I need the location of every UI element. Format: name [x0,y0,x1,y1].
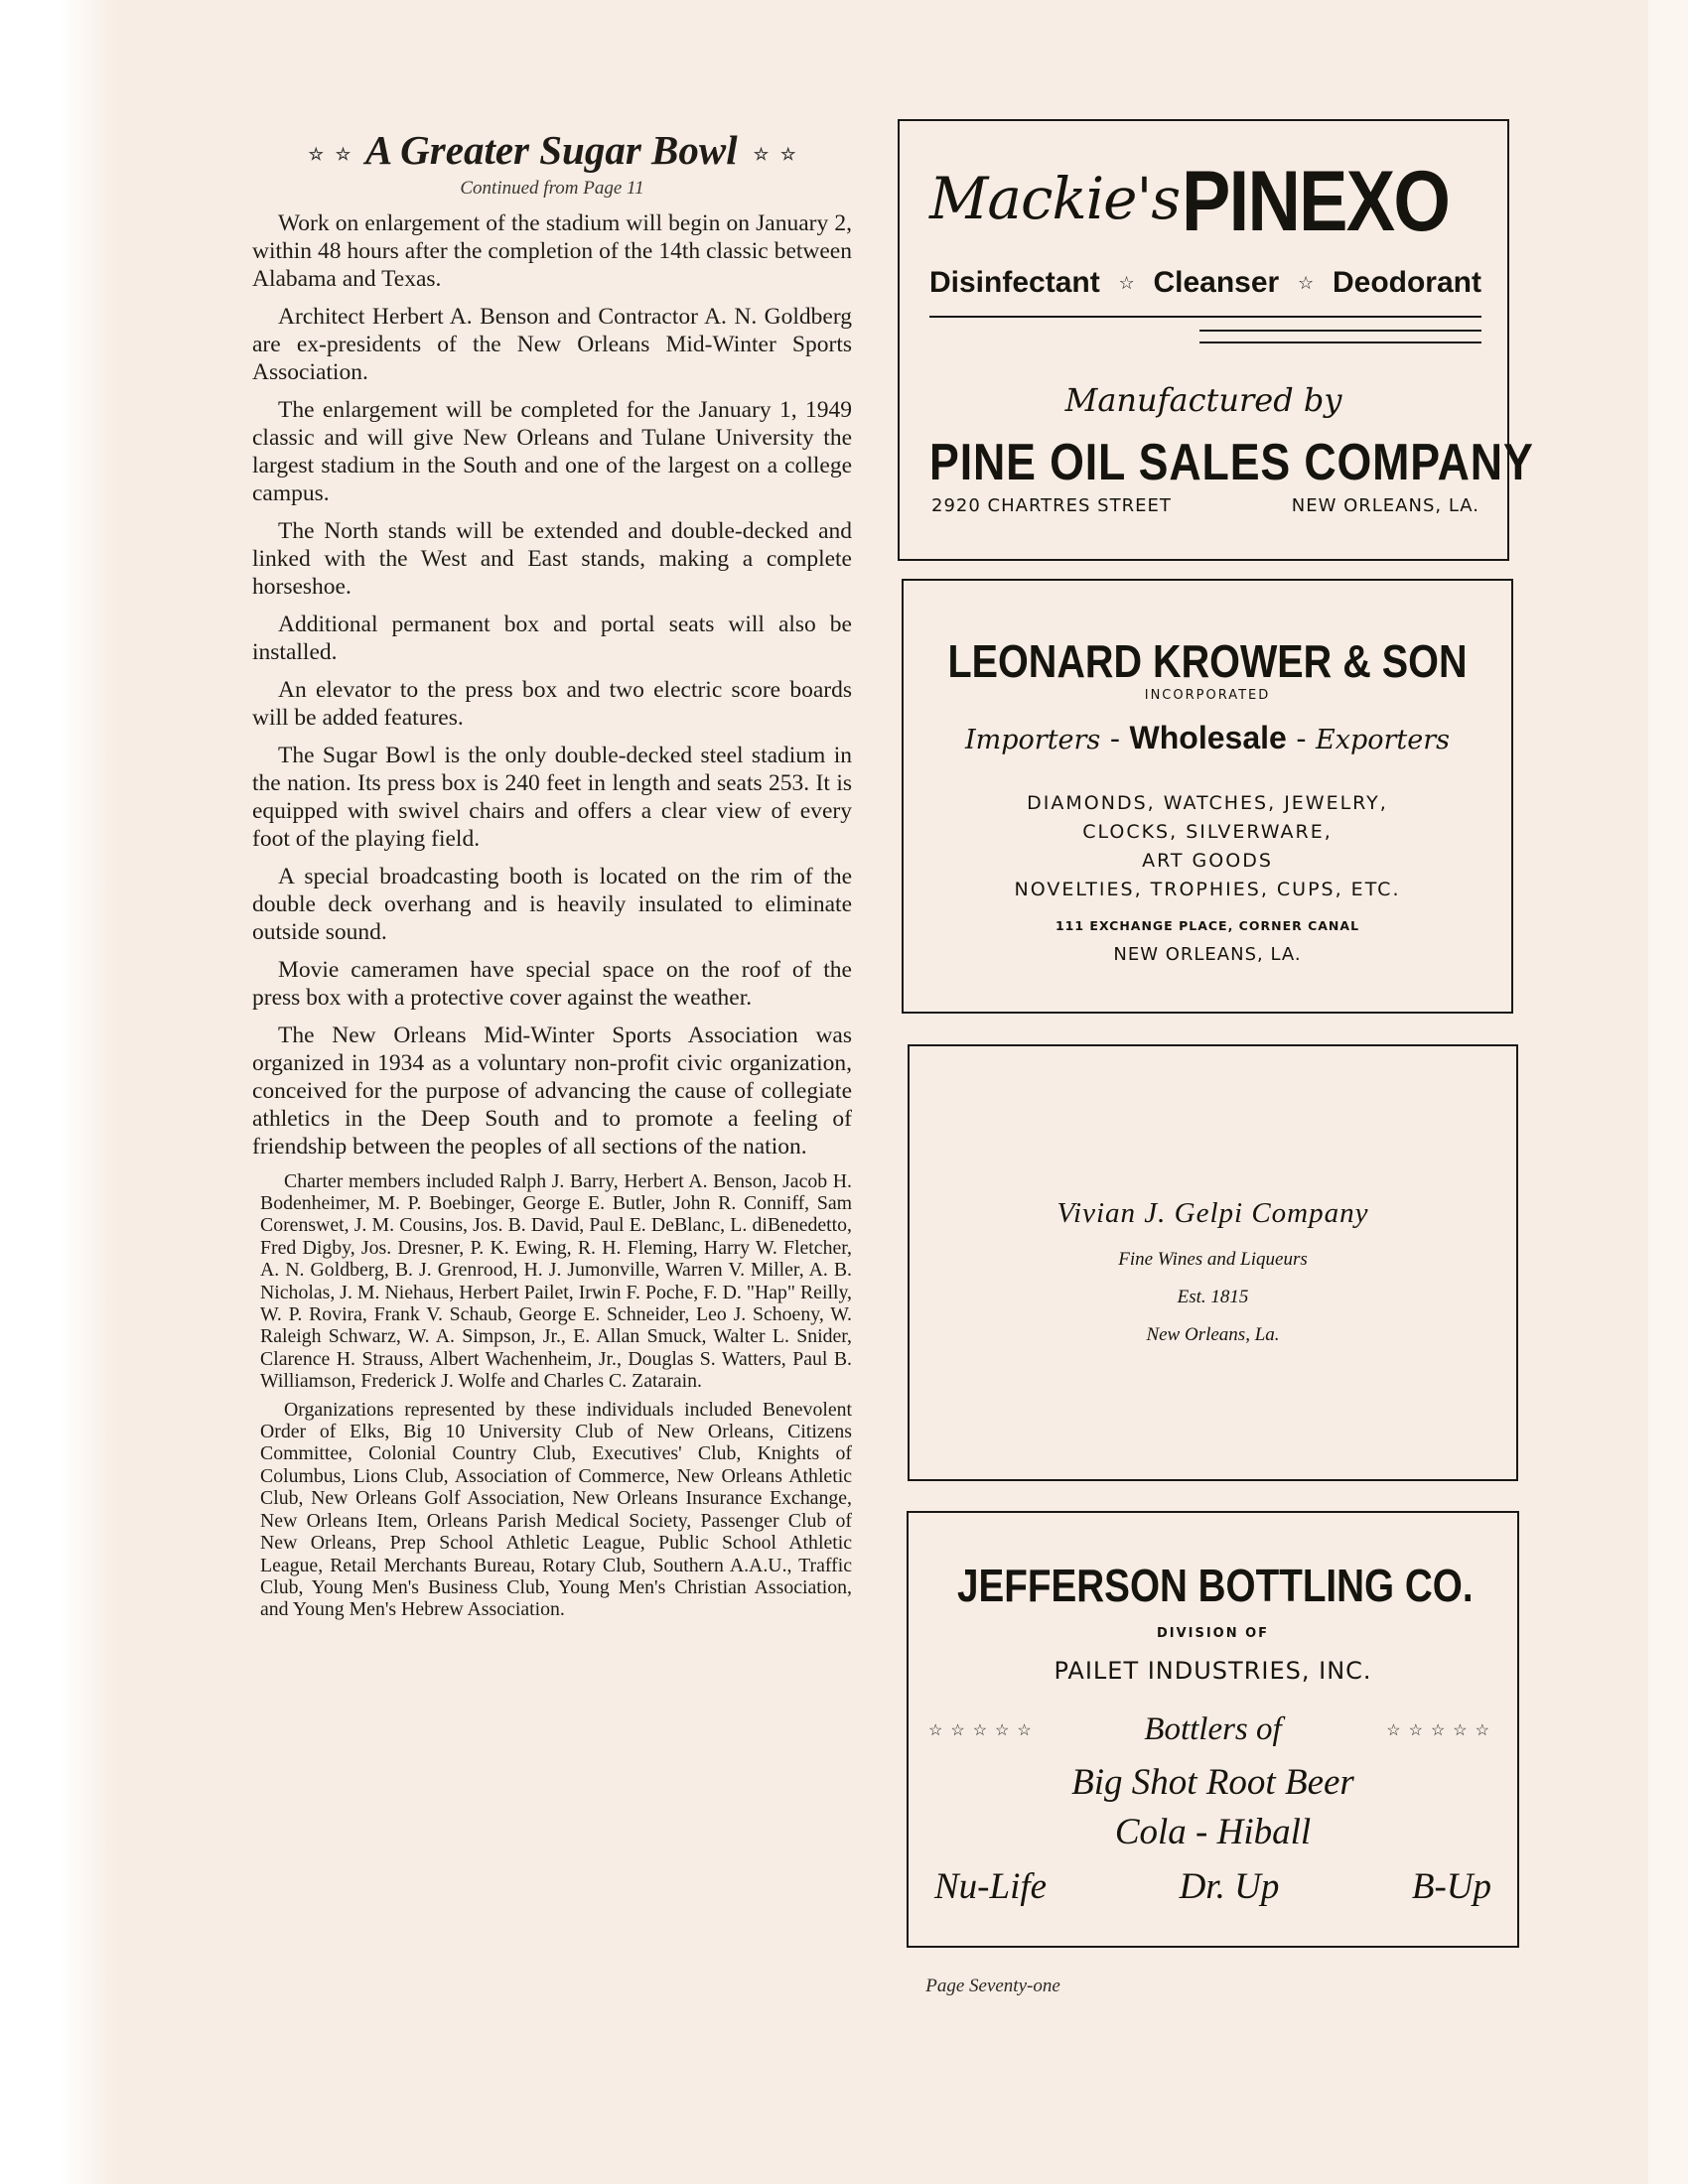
separator: - [1296,722,1317,756]
star-icon: ☆ [753,144,770,164]
article-paragraph: Movie cameramen have special space on the roof of the press box with a protective cover against the weather. [252,956,852,1011]
krower-ad [902,579,1513,1014]
divider-rule [929,316,1481,318]
pine-oil-street: 2920 CHARTRES STREET [931,495,1172,516]
bottlers-row [928,1711,1497,1748]
gelpi-city: New Orleans, La. [1146,1324,1280,1345]
gelpi-name: Vivian J. Gelpi Company [1056,1197,1369,1229]
charter-members-paragraph: Charter members included Ralph J. Barry, Herbert A. Benson, Jacob H. Bodenheimer, M. P. Boebinger, George E. Butler, John R. Conniff, Sam Corenswet, J. M. Cousins, Jos. B. David, Paul E. DeBlanc, L. diBenedetto, Fred Digby, Jos. Dresner, P. K. Ewing, R. H. Fleming, Harry W. Fletcher, A. N. Goldberg, B. J. Grenrood, H. J. Jumonville, Warren V. Miller, A. B. Nicholas, J. M. Niehaus, Herbert Pailet, Irwin F. Poche, F. D. "Hap" Reilly, W. P. Rovira, Frank V. Schaub, George E. Schneider, Leo J. Schoeny, W. Raleigh Schwarz, W. A. Simpson, Jr., E. Allan Smuck, Walter L. Snider, Clarence H. Strauss, Albert Wachenheim, Jr., Douglas S. Watters, Paul B. Williamson, Frederick J. Wolfe and Charles C. Zatarain. [260,1169,852,1393]
krower-city: NEW ORLEANS, LA. [1113,944,1302,965]
pinexo-ad [898,119,1534,561]
importers-label: Importers [964,725,1101,755]
product-root-beer: Big Shot Root Beer [1071,1762,1354,1803]
stars-icon: ☆☆☆☆☆ [1386,1720,1497,1739]
krower-address: 111 EXCHANGE PLACE, CORNER CANAL [1055,918,1360,933]
pine-oil-city: NEW ORLEANS, LA. [1291,495,1479,516]
bottlers-of: Bottlers of [1144,1711,1282,1747]
page-number-text: Page Seventy-one [925,1976,1060,1996]
pinexo-brand-script: Mackie's [929,165,1181,232]
article-paragraph: A special broadcasting booth is located on the rim of the double deck overhang and is heavily insulated to eliminate outside sound. [252,863,852,945]
article-paragraph: Additional permanent box and portal seats will also be installed. [252,611,852,665]
article-column [252,127,852,1627]
manufactured-by: Manufactured by [1064,381,1342,419]
star-icon: ☆ [1298,272,1315,293]
brands-row [934,1865,1491,1908]
article-title [252,127,852,178]
jefferson-ad [907,1511,1519,1948]
pine-oil-address [931,495,1479,516]
star-icon: ☆ [335,144,352,164]
star-icon: ☆ [1118,272,1135,293]
article-paragraph: The Sugar Bowl is the only double-decked steel stadium in the nation. Its press box is 240 feet in length and seats 253. It is equipped with swivel chairs and offers a clear view of every foot of the playing field. [252,742,852,852]
krower-incorporated: INCORPORATED [1144,688,1271,703]
wholesale-label: Wholesale [1129,720,1287,755]
article-paragraph: The New Orleans Mid-Winter Sports Association was organized in 1934 as a voluntary non-profit civic organization, conceived for the purpose of advancing the cause of collegiate athletics in the Deep South and to promote a feeling of friendship between the peoples of all sections of the nation. [252,1022,852,1160]
divider-rule [1199,330,1481,332]
page-right-edge [1648,0,1688,2184]
pinexo-product: Deodorant [1332,266,1481,299]
brand-b-up: B-Up [1411,1866,1491,1907]
star-icon: ☆ [780,144,796,164]
page-margin-shadow [0,0,117,2184]
gelpi-tagline: Fine Wines and Liqueurs [1118,1249,1308,1270]
pinexo-product: Cleanser [1153,266,1280,299]
pailet-industries: PAILET INDUSTRIES, INC. [1054,1657,1372,1685]
goods-line: DIAMONDS, WATCHES, JEWELRY, [1027,792,1388,814]
krower-name: LEONARD KROWER & SON [947,635,1468,687]
pinexo-products [929,266,1481,300]
brand-nu-life: Nu-Life [934,1866,1048,1907]
article-title-text: A Greater Sugar Bowl [364,127,738,173]
article-paragraph: The enlargement will be completed for the January 1, 1949 classic and will give New Orleans and Tulane University the largest stadium in the South and one of the largest on a college campus. [252,396,852,506]
pine-oil-company: PINE OIL SALES COMPANY [929,434,1534,491]
organizations-paragraph: Organizations represented by these individuals included Benevolent Order of Elks, Big 10 University Club of New Orleans, Citizens Committee, Colonial Country Club, Executives' Club, Knights of Columbus, Lions Club, Association of Commerce, New Orleans Athletic Club, New Orleans Golf Association, New Orleans Insurance Exchange, New Orleans Item, Orleans Parish Medical Society, Passenger Club of New Orleans, Prep School Athletic League, Public School Athletic League, Retail Merchants Bureau, Rotary Club, Southern A.A.U., Traffic Club, Young Men's Business Club, Young Men's Christian Association, and Young Men's Hebrew Association. [260,1398,852,1621]
krower-business-line [904,720,1511,756]
gelpi-established: Est. 1815 [1177,1287,1249,1307]
goods-line: ART GOODS [1142,850,1273,872]
brand-dr-up: Dr. Up [1179,1866,1280,1907]
stars-icon: ☆☆☆☆☆ [928,1720,1040,1739]
product-cola: Cola - Hiball [1114,1812,1312,1852]
continued-from: Continued from Page 11 [460,177,644,199]
star-icon: ☆ [308,144,324,164]
article-paragraph: An elevator to the press box and two electric score boards will be added features. [252,676,852,731]
goods-line: CLOCKS, SILVERWARE, [1082,821,1333,843]
pinexo-brand: PINEXO [1182,154,1450,249]
article-paragraph: The North stands will be extended and double-decked and linked with the West and East stands, making a complete horseshoe. [252,517,852,600]
jefferson-name: JEFFERSON BOTTLING CO. [957,1560,1474,1611]
article-paragraph: Architect Herbert A. Benson and Contractor A. N. Goldberg are ex-presidents of the New Orleans Mid-Winter Sports Association. [252,303,852,385]
exporters-label: Exporters [1316,725,1451,755]
page-number [0,1976,1688,1997]
gelpi-ad [908,1044,1518,1481]
pinexo-product: Disinfectant [929,266,1100,299]
divider-rule [1199,341,1481,343]
article-paragraph: Work on enlargement of the stadium will begin on January 2, within 48 hours after the completion of the 14th classic between Alabama and Texas. [252,209,852,292]
krower-goods [904,789,1511,904]
division-of: DIVISION OF [1156,1626,1270,1641]
separator: - [1109,722,1130,756]
goods-line: NOVELTIES, TROPHIES, CUPS, ETC. [1014,879,1401,900]
